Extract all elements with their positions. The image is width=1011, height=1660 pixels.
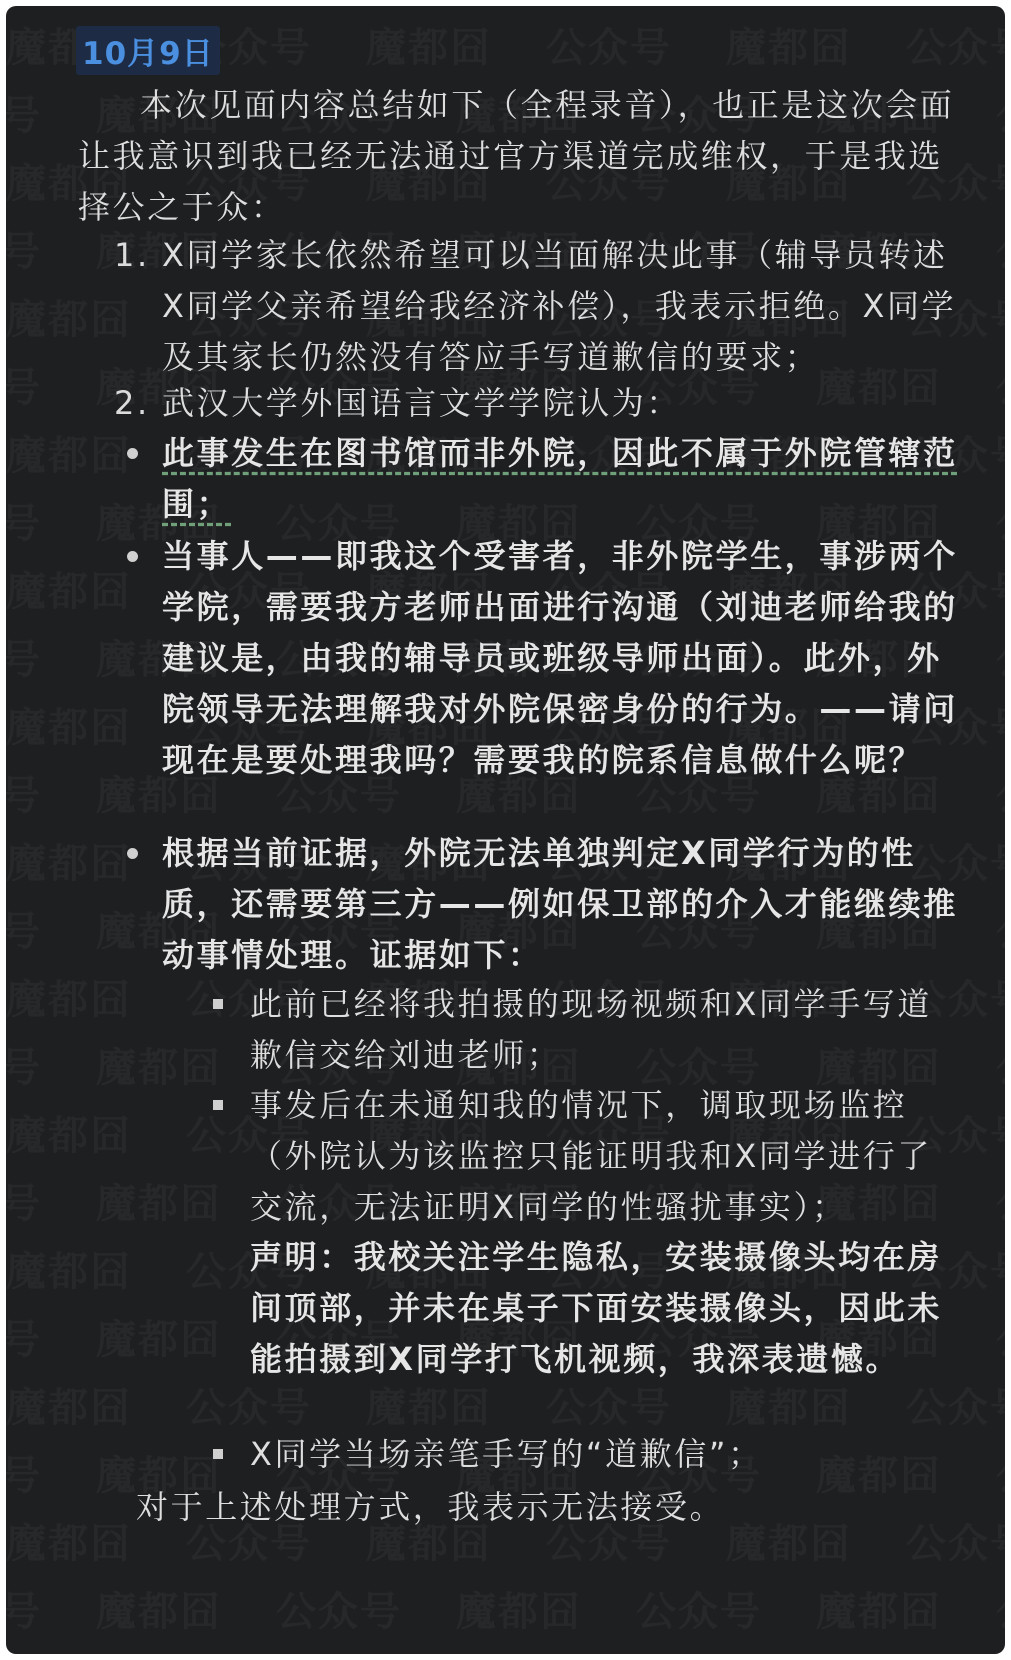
- closing-paragraph: 对于上述处理方式，我表示无法接受。: [136, 1488, 725, 1526]
- bullet-dot-icon: [127, 448, 138, 459]
- intro-paragraph: 本次见面内容总结如下（全程录音），也正是这次会面让我意识到我已经无法通过官方渠道完成维权，于是我选择公之于众：: [78, 86, 955, 226]
- bullet-item-1: [162, 428, 958, 530]
- bullet-item-2: 当事人——即我这个受害者，非外院学生，事涉两个学院，需要我方老师出面进行沟通（刘迪老师给我的建议是，由我的辅导员或班级导师出面）。此外，外院领导无法理解我对外院保密身份的行为。——请问现在是要处理我吗？需要我的院系信息做什么呢？: [162, 537, 958, 779]
- list-number-2: 2.: [114, 384, 150, 422]
- statement-paragraph: 声明：我校关注学生隐私，安装摄像头均在房间顶部，并未在桌子下面安装摄像头，因此未能拍摄到X同学打飞机视频，我深表遗憾。: [250, 1238, 943, 1378]
- document-frame: [6, 6, 1005, 1654]
- date-heading: 10月9日: [76, 26, 220, 75]
- numbered-item-1: X同学家长依然希望可以当面解决此事（辅导员转述X同学父亲希望给我经济补偿），我表示拒绝。X同学及其家长仍然没有答应手写道歉信的要求；: [162, 236, 957, 376]
- sub-bullet-item-3: X同学当场亲笔手写的“道歉信”；: [250, 1435, 763, 1473]
- sub-bullet-item-1: 此前已经将我拍摄的现场视频和X同学手写道歉信交给刘迪老师；: [250, 985, 932, 1074]
- list-number-1: 1.: [114, 236, 150, 274]
- bullet-dot-icon: [127, 551, 138, 562]
- bullet-dot-icon: [127, 848, 138, 859]
- sub-bullet-item-2: 事发后在未通知我的情况下，调取现场监控（外院认为该监控只能证明我和X同学进行了交流，无法证明X同学的性骚扰事实）；: [250, 1086, 932, 1226]
- square-bullet-icon: [213, 1449, 223, 1459]
- square-bullet-icon: [213, 999, 223, 1009]
- bullet-item-1-text: 此事发生在图书馆而非外院，因此不属于外院管辖范围；: [162, 434, 958, 523]
- square-bullet-icon: [213, 1100, 223, 1110]
- bullet-item-3: 根据当前证据，外院无法单独判定X同学行为的性质，还需要第三方——例如保卫部的介入才能继续推动事情处理。证据如下：: [162, 834, 958, 974]
- numbered-item-2: 武汉大学外国语言文学学院认为：: [162, 384, 682, 422]
- document-body: [6, 6, 1005, 1654]
